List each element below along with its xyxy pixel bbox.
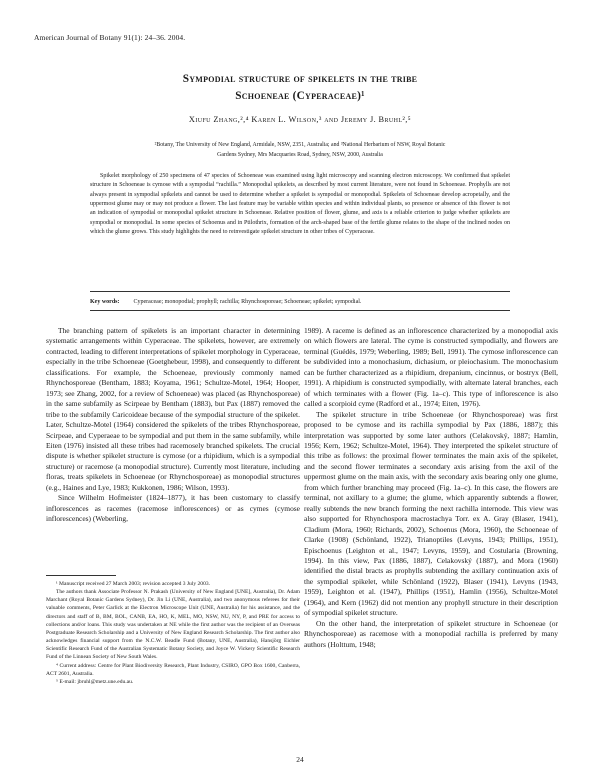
- body-column-left: [46, 326, 300, 525]
- footnote-rule: [46, 575, 116, 576]
- affiliation-line-1: ²Botany, The University of New England, Armidale, NSW, 2351, Australia; and ³National Herbarium of NSW, Royal Botanic: [154, 142, 446, 148]
- title-line-1: Sympodial structure of spikelets in the tribe: [182, 73, 418, 85]
- paragraph: 1989). A raceme is defined as an inflorescence characterized by a monopodial axis on which flowers are lateral. The cyme is constructed sympodially, and flowers are terminal (Guédès, 1979; Weberling, 1989; Bell, 1991). The cymose inflorescence can be subdivided into a monochasium, dichasium, or pleiochasium. The monochasium can be further characterized as a rhipidium, drepanium, cincinnus, or bostryx (Bell, 1991). A rhipidium is constructed sympodially, with alternate lateral branches, each of which terminates with a flower (Fig. 1a–c). This type of inflorescence is also called a scorpioid cyme (Radford et al., 1974; Eiten, 1976).: [304, 326, 558, 409]
- body-column-right: [304, 326, 558, 650]
- journal-citation: American Journal of Botany 91(1): 24–36. 2004.: [34, 33, 186, 42]
- affiliation-line-2: Gardens Sydney, Mrs Macquaries Road, Sydney, NSW, 2000, Australia: [217, 152, 383, 158]
- author-list: Xiufu Zhang,²,⁴ Karen L. Wilson,³ and Jeremy J. Bruhl²,⁵: [188, 115, 412, 124]
- footnote-email: ⁵ E-mail: jbruhl@metz.une.edu.au.: [56, 678, 134, 685]
- footnote: ¹ Manuscript received 27 March 2003; revision accepted 3 July 2003.: [56, 581, 211, 587]
- abstract: Spikelet morphology of 250 specimens of 47 species of Schoeneae was examined using light microscopy and scanning electron microscopy. We confirmed that spikelet structure in Schoeneae is cymose with a sympodial “rachilla.” Monopodial spikelets, as described by most current literature, were not found in Schoeneae. Prophylls are not always present in sympodial spikelets and cannot be used to determine whether a spikelet is sympodial or monopodial. Spikelets of Schoeneae develop acropetally, and the uppermost glume may or may not produce a flower. The last feature may be variable within species and within individual plants, so presence or absence of this flower is not an indication of sympodial or monopodial spikelet structure in Schoeneae. Relative position of flower, glume, and axis is a reliable criterion to judge whether spikelets are sympodial or monopodial. In some species of Schoenus and in Ptilothrix, formation of the arch-shaped base of the fertile glume relates to the shape of the inclined nodes on which the glume grows. This study highlights the need to reinvestigate spikelet structure in other tribes of Cyperaceae.: [90, 173, 510, 236]
- page-number: 24: [296, 755, 304, 764]
- keywords-top-rule: [90, 291, 510, 292]
- article-title: [0, 71, 600, 104]
- keywords-label: Key words:: [90, 299, 120, 305]
- footnote-acknowledgments: The authors thank Associate Professor N. Prakash (University of New England [UNE], Australia), Dr. Adam Marchant (Royal Botanic Gardens Sydney), Dr. Jin Li (UNE, Australia), and two anonymous referees for their valuable comments, Peter Garlick at the Electron Microscope Unit (UNE, Australia) for his assistance, and the directors and staff of B, BM, BOL, CANB, EA, HO, K, MEL, MO, NSW, NU, NY, P, and PRE for access to collections and/or loans. This study was undertaken at NE while the first author was the recipient of an Overseas Postgraduate Research Scholarship and a University of New England Research Scholarship. The first author also acknowledges financial support from the N.C.W. Beadle Fund (Botany, UNE, Australia), Hansjörg Eichler Scientific Research Fund of the Australian Systematic Botany Society, and Joyce W. Vickery Scientific Research Fund of the Linnean Society of New South Wales.: [46, 589, 300, 661]
- footnotes: [46, 580, 300, 686]
- paragraph: The branching pattern of spikelets is an important character in determining systematic arrangements within Cyperaceae. The spikelets, however, are extremely contracted, leading to different interpretations of spikelet morphology in Cyperaceae, especially in the tribe Schoeneae (Goetghebeur, 1998), and consequently to different classifications. For example, the Schoeneae, previously commonly named Rhynchosporeae (Bentham, 1883; Koyama, 1961; Schultze-Motel, 1964; Hooper, 1973; see Zhang, 2002, for a review of Schoeneae) was placed (as Rhynchosporeae) in the same subfamily as Scirpeae by Bentham (1883), but Pax (1887) removed the tribe to the subfamily Caricoideae because of the sympodial structure of the spikelet. Later, Schultze-Motel (1964) considered the spikelets of the tribes Rhynchosporeae, Scirpeae, and Cyperaeae to be sympodial and put them in the same subfamily, while Eiten (1976) insisted all these tribes had racemosely branched spikelets. The crucial dispute is whether spikelet structure is cymose (or a rhipidium, which is a sympodial structure) or racemose (a monopodial structure). Currently most literature, including floras, treats spikelets in Schoeneae (or Rhynchosporeae) as monopodial structures (e.g., Haines and Lye, 1983; Kukkonen, 1986; Wilson, 1993).: [46, 326, 300, 492]
- footnote: ⁴ Current address: Centre for Plant Biodiversity Research, Plant Industry, CSIRO, GPO Box 1600, Canberra, ACT 2601, Australia.: [46, 662, 300, 677]
- paragraph: The spikelet structure in tribe Schoeneae (or Rhynchosporeae) was first proposed to be cymose and its rachilla sympodial by Pax (1886, 1887); this interpretation was supported by some later authors (Celakovský, 1887; Hamlin, 1956; Kern, 1962; Schultze-Motel, 1964). They interpreted the spikelet structure of this tribe as follows: the proximal flower terminates the main axis of the spikelet, and the second flower terminates a secondary axis arising from the axil of the uppermost glume on the main axis, with the secondary axis bearing only one glume, from which further branching may proceed (Fig. 1a–c). In this case, the flowers are terminal, not axillary to a glume; the glume, which apparently subtends a flower, really subtends the new branch forming the next rachilla internode. This view was also supported for Rhynchospora macrostachya Torr. ex A. Gray (Blaser, 1941), Cladium (Mora, 1960; Richards, 2002), Schoenus (Mora, 1960), the Schoeneae of Clarke (1908) (Schönland, 1922), Trianoptiles (Levyns, 1943; Phillips, 1951), Epischoenus (Leighton et al., 1947; Levyns, 1959), and Costularia (Browning, 1994). In this view, Pax (1886, 1887), Celakovský (1887), and Mora (1960) identified the distal bracts as prophylls subtending the axillary continuation axis of the sympodial spikelet, while Schönland (1922), Blaser (1941), Levyns (1943, 1959), Leighton et al. (1947), Phillips (1951), Hamlin (1956), Schultze-Motel (1964), and Kern (1962) did not mention any prophyll structure in their description of sympodial spikelet structure.: [304, 409, 558, 618]
- keywords-bottom-rule: [90, 310, 510, 311]
- paragraph: On the other hand, the interpretation of spikelet structure in Schoeneae (or Rhynchosporeae) as racemose with a monopodial rachilla is preferred by many authors (Holttum, 1948;: [304, 618, 558, 649]
- paragraph: Since Wilhelm Hofmeister (1824–1877), it has been customary to classify inflorescences as racemes (racemose inflorescences) or as cymes (cymose inflorescences) (Weberling,: [46, 493, 300, 524]
- keywords: [90, 298, 510, 307]
- author-affiliations: [90, 140, 510, 160]
- keywords-text: Cyperaceae; monopodial; prophyll; rachilla; Rhynchosporeae; Schoeneae; spikelet; sympodial.: [133, 299, 362, 305]
- title-line-2: Schoeneae (Cyperaceae)¹: [235, 89, 365, 102]
